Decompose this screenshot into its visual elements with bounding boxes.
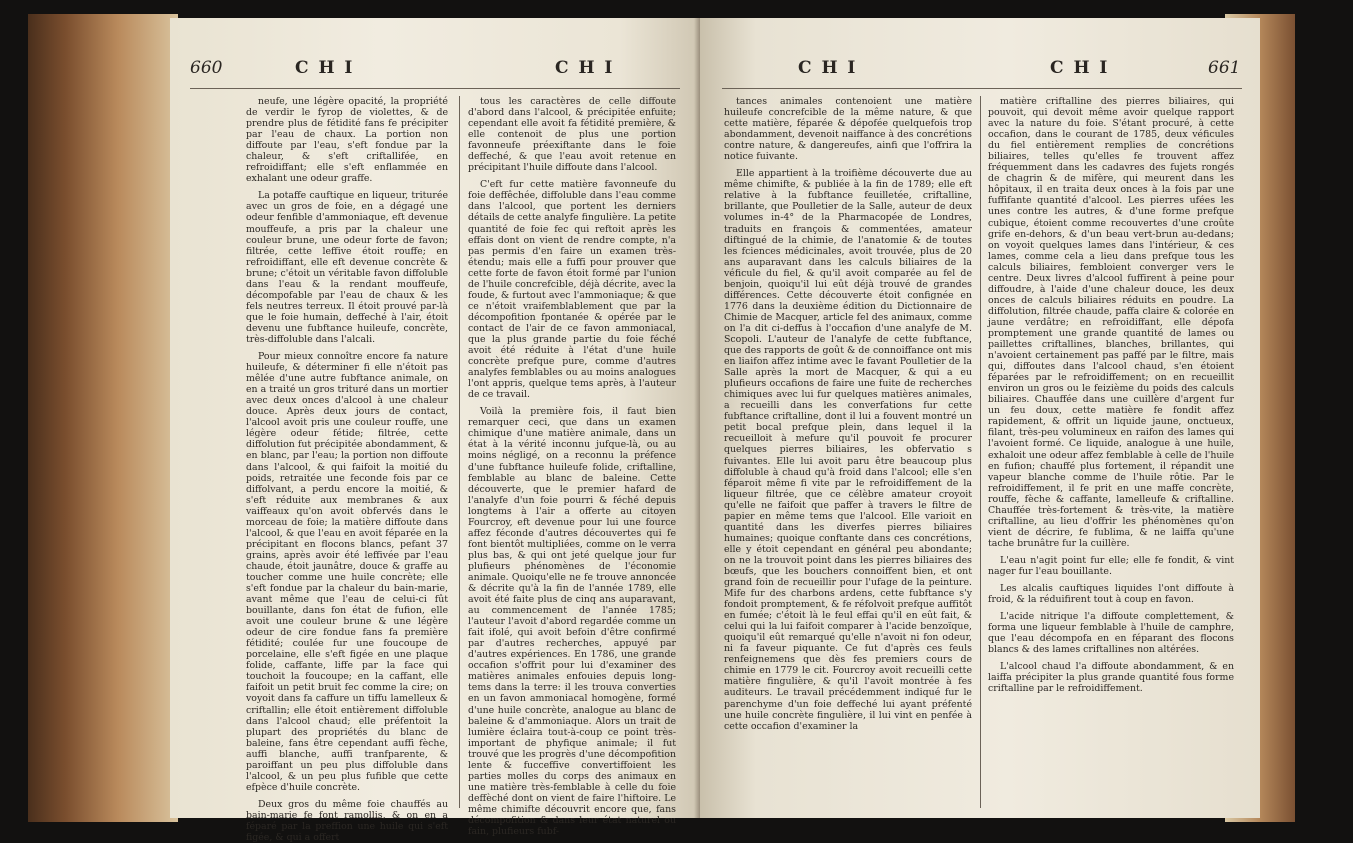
column-rule bbox=[980, 96, 981, 808]
paragraph: Pour mieux connoître encore fa nature huileufe, & déterminer fi elle n'étoit pas mêlée d'une autre fubftance animale, on en a traité un gros trituré dans un mortier avec deux onces d'alcool à une chaleur douce. Après deux jours de contact, l'alcool avoit pris une couleur rouffe, une légère odeur fétide; filtrée, cette diffolution fut précipitée abondamment, & en blanc, par l'eau; la portion non diffoute dans l'alcool, & qui faifoit la moitié du poids, retraitée une feconde fois par ce diffolvant, a perdu encore la moitié, & s'eft réduite aux membranes & aux vaiffeaux qu'on avoit obfervés dans le morceau de foie; la matière diffoute dans l'alcool, & que l'eau en avoit féparée en la précipitant en flocons blancs, pefant 37 grains, après avoir été leffivée par l'eau chaude, étoit jaunâtre, douce & graffe au toucher comme une huile concrète; elle s'eft fondue par la chaleur du bain-marie, avant même que l'eau de celui-ci fût bouillante, dans fon état de fufion, elle avoit une couleur brune & une légère odeur de cire fondue fans fa première fétidité; coulée fur une foucoupe de porcelaine, elle s'eft figée en une plaque folide, caffante, liffe par la face qui touchoit la foucoupe; en la caffant, elle faifoit un petit bruit fec comme la cire; on voyoit dans fa caffure un tiffu lamelleux & criftallin; elle étoit entièrement diffoluble dans l'alcool chaud; elle préfentoit la plupart des propriétés du blanc de baleine, fans être cependant auffi fèche, auffi blanche, auffi tranfparente, & paroiffant un peu plus diffoluble dans l'alcool, & un peu plus fufible que cette efpèce d'huile concrète. bbox=[246, 351, 448, 793]
paragraph: tances animales contenoient une matière huileufe concrefcible de la même nature, & que cette matière, féparée & dépofée quelquefois trop abondamment, devenoit naiffance à des concrétions contre nature, & dangereufes, ainfi que l'offrira la notice fuivante. bbox=[724, 96, 972, 163]
paragraph: L'acide nitrique l'a diffoute complettement, & forma une liqueur femblable à l'huile de camphre, que l'eau décompofa en en féparant des flocons blancs & des lames criftallines non altérées. bbox=[988, 611, 1234, 656]
running-head-right: C H I bbox=[1050, 58, 1110, 78]
paragraph: tous les caractères de celle diffoute d'abord dans l'alcool, & précipitée enfuite; cependant elle avoit fa fétidité première, & elle contenoit de plus une portion favonneufe préexiftante dans le foie deffeché, & que l'eau avoit retenue en précipitant l'huile diffoute dans l'alcool. bbox=[468, 96, 676, 174]
header-rule bbox=[190, 88, 680, 89]
column-rule bbox=[459, 96, 460, 808]
page-number: 661 bbox=[1208, 58, 1241, 78]
paragraph: neufe, une légère opacité, la propriété de verdir le fyrop de violettes, & de prendre plus de fétidité fans fe précipiter par l'eau de chaux. La portion non diffoute par l'eau, s'eft fondue par la chaleur, & s'eft criftallifée, en refroidiffant; elle s'eft enflammée en exhalant une odeur graffe. bbox=[246, 96, 448, 185]
text-column-1 bbox=[246, 96, 448, 843]
text-column-2 bbox=[988, 96, 1234, 808]
left-page-edges bbox=[28, 14, 178, 822]
paragraph: L'alcool chaud l'a diffoute abondamment, & en laiffa précipiter la plus grande quantité fous forme criftalline par le refroidiffement. bbox=[988, 661, 1234, 695]
running-head-left: C H I bbox=[295, 58, 355, 78]
paragraph: Voilà la première fois, il faut bien remarquer ceci, que dans un examen chimique d'une matière animale, dans un état à la vérité inconnu jufque-là, ou au moins négligé, on a reconnu la préfence d'une fubftance huileufe folide, criftalline, femblable au blanc de baleine. Cette découverte, que le premier hafard de l'analyfe d'un foie pourri & féché depuis longtems à l'air a offerte au citoyen Fourcroy, eft devenue pour lui une fource affez féconde d'autres découvertes qui fe font bientôt multipliées, comme on le verra plus bas, & qui ont jeté quelque jour fur plufieurs phénomènes de l'économie animale. Quoiqu'elle ne fe trouve annoncée & décrite qu'à la fin de l'année 1789, elle avoit été faite plus de cinq ans auparavant, au commencement de l'année 1785; l'auteur l'avoit d'abord regardée comme un fait ifolé, qui avoit befoin d'être confirmé par d'autres recherches, appuyé par d'autres expériences. En 1786, une grande occafion s'offrit pour lui d'examiner des matières animales enfouies depuis long-tems dans la terre: il les trouva converties en un favon ammoniacal homogène, formé d'une huile concrète, analogue au blanc de baleine & d'ammoniaque. Alors un trait de lumière éclaira tout-à-coup ce point très-important de phyfique animale; il fut trouvé que les progrès d'une décompofition lente & fucceffive convertiffoient les parties molles du corps des animaux en une matière très-femblable à celle du foie deffèché dont on vient de faire l'hiftoire. Le même chimifte découvrit encore que, fans décompofition & dans leur état naturel ou fain, plufieurs fubf- bbox=[468, 406, 676, 838]
text-column-2 bbox=[468, 96, 676, 838]
running-head-left: C H I bbox=[798, 58, 858, 78]
running-head-right: C H I bbox=[555, 58, 615, 78]
paragraph: La potaffe cauftique en liqueur, triturée avec un gros de foie, en a dégagé une odeur fenfible d'ammoniaque, eft devenue mouffeufe, a pris par la chaleur une couleur brune, une odeur forte de favon; filtrée, cette leffive étoit rouffe; en refroidiffant, elle eft devenue concrète & brune; c'étoit un véritable favon diffoluble dans l'eau & la rendant mouffeufe, décompofable par l'eau de chaux & les fels neutres terreux. Il étoit prouvé par-là que le foie humain, deffeché à l'air, étoit devenu une fubftance huileufe, concrète, très-diffoluble dans l'alcali. bbox=[246, 190, 448, 345]
paragraph: matière criftalline des pierres biliaires, qui pouvoit, qui devoit même avoir quelque rapport avec la nature du foie. S'étant procuré, à cette occafion, dans le courant de 1785, deux véficules du fiel entièrement remplies de concrétions biliaires, telles qu'elles fe trouvent affez fréquemment dans les cadavres des fujets rongés de chagrin & de mifère, qui meurent dans les hôpitaux, il en traita deux onces à la fois par une fuffifante quantité d'alcool. Les pierres ufées les unes contre les autres, & d'une forme prefque cubique, étoient comme recouvertes d'une croûte grife en-dehors, & d'un beau vert-brun au-dedans; on voyoit quelques lames dans l'intérieur, & ces lames, comme cela a lieu dans prefque tous les calculs biliaires, fembloient converger vers le centre. Deux livres d'alcool fuffirent à peine pour diffoudre, à l'aide d'une chaleur douce, les deux onces de calculs biliaires réduits en poudre. La diffolution, filtrée chaude, paffa claire & colorée en jaune verdâtre; en refroidiffant, elle dépofa promptement une grande quantité de lames ou paillettes criftallines, blanches, brillantes, qui n'avoient certainement pas paffé par le filtre, mais qui, diffoutes dans l'alcool chaud, s'en étoient féparées par le refroidiffement; on en recueillit environ un gros ou le feizième du poids des calculs biliaires. Chauffée dans une cuillère d'argent fur un feu doux, cette matière fe fondit affez rapidement, & offrit un liquide jaune, onctueux, filant, très-peu volumineux en raifon des lames qui l'avoient formé. Ce liquide, analogue à une huile, exhaloit une odeur affez femblable à celle de l'huile en fufion; chauffé plus fortement, il répandit une vapeur blanche comme de l'huile rôtie. Par le refroidiffement, il fe prit en une maffe concrète, rouffe, fèche & caffante, lamelleufe & criftalline. Chauffée très-fortement & très-vite, la matière criftalline, au lieu d'offrir les phénomènes qu'on vient de décrire, fe fublima, & ne laiffa qu'une tache brunâtre fur la cuillère. bbox=[988, 96, 1234, 549]
paragraph: C'eft fur cette matière favonneufe du foie deffêchée, diffoluble dans l'eau comme dans l'alcool, que portent les derniers détails de cette analyfe fingulière. La petite quantité de foie fec qui reftoit après les effais dont on vient de rendre compte, n'a pas permis d'en faire un examen très-étendu; mais elle a fuffi pour prouver que cette forte de favon étoit formé par l'union de l'huile concrefcible, déjà décrite, avec la foude, & furtout avec l'ammoniaque; & que ce n'étoit vraifemblablement que par la décompofition fpontanée & opérée par le contact de l'air de ce favon ammoniacal, que la plus grande partie du foie féché avoit été réduite à l'état d'une huile concrète prefque pure, comme d'autres analyfes femblables ou au moins analogues l'ont appris, quelque tems après, à l'auteur de ce travail. bbox=[468, 179, 676, 401]
page-number: 660 bbox=[190, 58, 223, 78]
header-rule bbox=[722, 88, 1242, 89]
paragraph: L'eau n'agit point fur elle; elle fe fondit, & vint nager fur l'eau bouillante. bbox=[988, 554, 1234, 577]
text-column-1 bbox=[724, 96, 972, 808]
right-page bbox=[700, 18, 1260, 818]
paragraph: Elle appartient à la troifième découverte due au même chimifte, & publiée à la fin de 1789; elle eft relative à la fubftance feuilletée, criftalline, brillante, que Poulletier de la Salle, auteur de deux volumes in-4° de la Pharmacopée de Londres, traduits en françois & commentées, amateur diftingué de la chimie, de l'anatomie & de toutes les fciences médicinales, avoit trouvée, plus de 20 ans auparavant dans les calculs biliaires de la véficule du fiel, & qu'il avoit comparée au fel de benjoin, quoiqu'il lui eût déjà trouvé de grandes différences. Cette découverte étoit confignée en 1776 dans la deuxième édition du Dictionnaire de Chimie de Macquer, article fel des animaux, comme on l'a dit ci-deffus à l'occafion d'une analyfe de M. Scopoli. L'auteur de l'analyfe de cette fubftance, que des rapports de goût & de connoiffance ont mis en liaifon affez intime avec le favant Poulletier de la Salle après la mort de Macquer, & qui a eu plufieurs occafions de faire une fuite de recherches chimiques avec lui fur quelques matières animales, a recueilli dans les converfations fur cette fubftance criftalline, dont il lui a fouvent montré un petit bocal prefque plein, dans lequel il la recueilloit à mefure qu'il pouvoit fe procurer quelques pierres biliaires, les obfervatio s fuivantes. Elle lui avoit paru être beaucoup plus diffoluble à chaud qu'à froid dans l'alcool; elle s'en féparoit même fi vite par le refroidiffement de la liqueur filtrée, que ce célèbre amateur croyoit qu'elle ne faifoit que paffer à travers le filtre de papier en même tems que l'alcool. Elle varioit en quantité dans les diverfes pierres biliaires humaines; quoique conftante dans ces concrétions, elle y étoit cependant en général peu abondante; on ne la trouvoit point dans les pierres biliaires des bœufs, que les bouchers connoiffent bien, et ont grand foin de recueillir pour l'ufage de la peinture. Mife fur des charbons ardens, cette fubftance s'y fondoit promptement, & fe réfolvoit prefque auffitôt en fumée; c'étoit là le feul effai qu'il en eût fait, & celui qui la lui faifoit comparer à l'acide benzoïque, quoiqu'il eût remarqué qu'elle n'avoit ni fon odeur, ni fa faveur piquante. Ce fut d'après ces feuls renfeignemens que dès fes premiers cours de chimie en 1779 le cit. Fourcroy avoit recueilli cette matière fingulière, & qu'il l'avoit montrée à fes auditeurs. Le travail précédemment indiqué fur le parenchyme d'un foie deffeché lui ayant préfenté une huile concrète fingulière, il lui vint en penfée à cette occafion d'examiner la bbox=[724, 168, 972, 732]
paragraph: Deux gros du même foie chauffés au bain-marie fe font ramollis, & on en a féparé par la preffion une huile qui s'eft figée, & qui a offert bbox=[246, 798, 448, 843]
left-page bbox=[170, 18, 700, 843]
paragraph: Les alcalis cauftiques liquides l'ont diffoute à froid, & la réduifirent tout à coup en favon. bbox=[988, 583, 1234, 606]
